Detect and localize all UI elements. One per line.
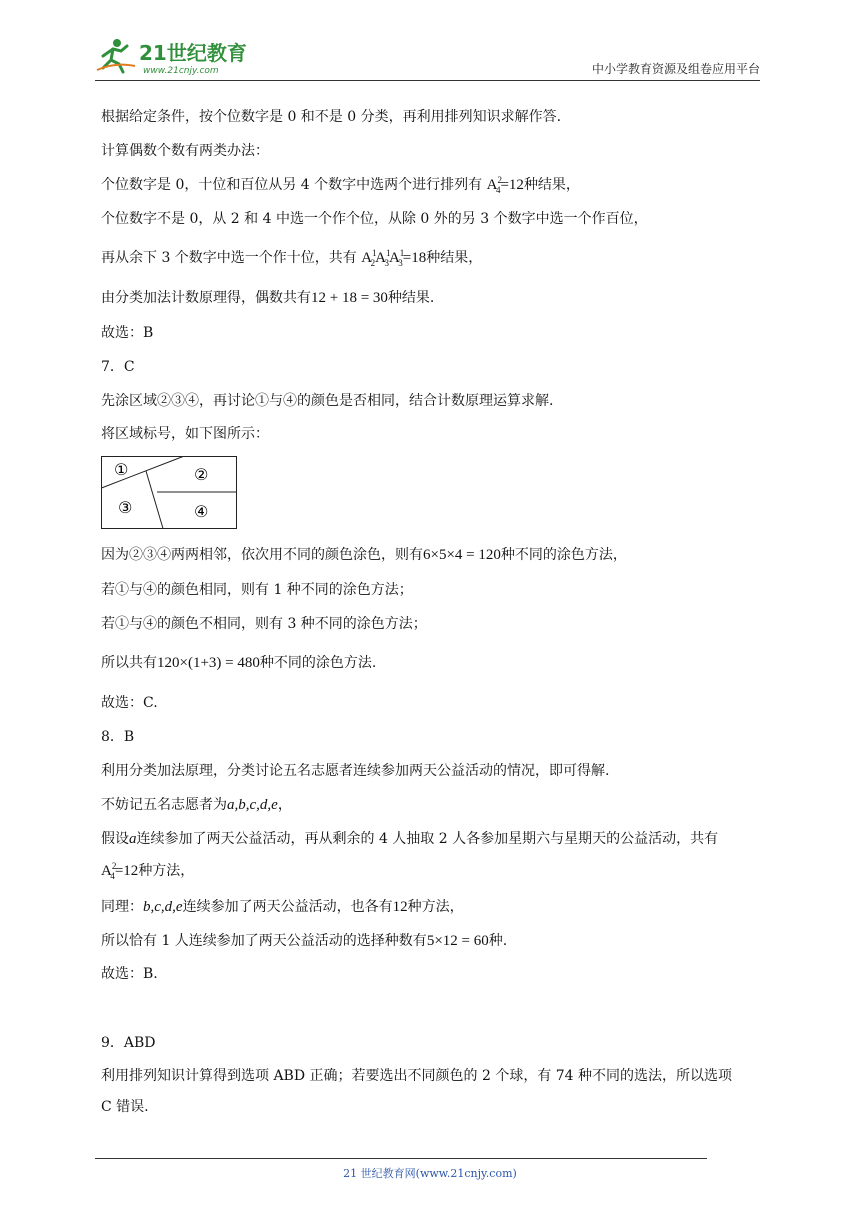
region-label-4: ④ [194, 502, 209, 521]
region-label-2: ② [194, 465, 209, 484]
text-line: 个位数字是 0，十位和百位从另 4 个数字中选两个进行排列有 $A^2_4=12$种结果， [101, 175, 580, 195]
math-sum: 12 + 18 = 30 [311, 290, 388, 306]
text-line: C 错误. [101, 1099, 149, 1115]
text-line: 若①与④的颜色相同，则有 1 种不同的涂色方法； [101, 582, 413, 598]
question-number: 9．ABD [101, 1035, 156, 1051]
footer-text: 21 世纪教育网(www.21cnjy.com) [343, 1167, 517, 1180]
text-line: 所以共有120×(1+3) = 480种不同的涂色方法. [101, 655, 377, 671]
platform-name: 中小学教育资源及组卷应用平台 [591, 62, 760, 76]
text-line: 由分类加法计数原理得，偶数共有12 + 18 = 30种结果. [101, 290, 435, 306]
math-product: 6×5×4 = 120 [423, 547, 501, 563]
math-final: 5×12 = 60 [426, 933, 489, 949]
text-line: 个位数字不是 0，从 2 和 4 中选一个作个位，从除 0 外的另 3 个数字中选一个作百位， [101, 211, 648, 227]
text-line: 故选：B. [101, 966, 158, 982]
runner-logo-icon [95, 36, 265, 76]
math-permutation: $A^2_4=12$ [486, 175, 524, 195]
text-line: 利用分类加法原理，分类讨论五名志愿者连续参加两天公益活动的情况，即可得解. [101, 763, 610, 779]
text-line: 所以恰有 1 人连续参加了两天公益活动的选择种数有5×12 = 60种. [101, 933, 508, 949]
text-line: 利用排列知识计算得到选项 ABD 正确；若要选出不同颜色的 2 个球，有 74 种不同的选法，所以选项 [101, 1068, 733, 1084]
text-line: 同理：b,c,d,e连续参加了两天公益活动，也各有12种方法， [101, 899, 464, 915]
text-line: 若①与④的颜色不相同，则有 3 种不同的涂色方法； [101, 616, 427, 632]
text-line: 根据给定条件，按个位数字是 0 和不是 0 分类，再利用排列知识求解作答. [101, 109, 562, 125]
text-line: 将区域标号，如下图所示： [101, 426, 269, 442]
question-number: 8．B [101, 729, 135, 745]
site-logo [95, 36, 265, 76]
text-line: 不妨记五名志愿者为a,b,c,d,e， [101, 797, 292, 813]
svg-text:21世纪教育: 21世纪教育 [139, 41, 247, 65]
text-line: $A^2_4=12$种方法， [101, 861, 195, 881]
math-total: 120×(1+3) = 480 [157, 655, 260, 671]
region-label-1: ① [114, 460, 129, 479]
footer-divider [95, 1158, 707, 1159]
math-permutation-product: $A^1_2A^1_3A^1_3=18$ [361, 248, 427, 268]
text-line: 先涂区域②③④，再讨论①与④的颜色是否相同，结合计数原理运算求解. [101, 393, 554, 409]
text-line: 故选：C. [101, 695, 158, 711]
math-variable: a [129, 831, 137, 847]
region-diagram [101, 456, 237, 529]
text-line: 故选：B [101, 325, 154, 341]
text-line: 因为②③④两两相邻，依次用不同的颜色涂色，则有6×5×4 = 120种不同的涂色方法， [101, 547, 627, 563]
text-line: 假设a连续参加了两天公益活动，再从剩余的 4 人抽取 2 人各参加星期六与星期天的公益活动，共有 [101, 831, 719, 847]
question-number: 7．C [101, 359, 135, 375]
region-label-3: ③ [118, 498, 133, 517]
math-variables: a,b,c,d,e [227, 797, 278, 813]
text-line: 计算偶数个数有两类办法： [101, 143, 269, 159]
math-permutation: $A^2_4=12$ [101, 861, 139, 881]
math-variables: b,c,d,e [143, 899, 183, 915]
svg-text:www.21cnjy.com: www.21cnjy.com [143, 66, 219, 76]
text-line: 再从余下 3 个数字中选一个作十位，共有 $A^1_2A^1_3A^1_3=18$种结果， [101, 248, 483, 268]
page-header [95, 36, 760, 81]
